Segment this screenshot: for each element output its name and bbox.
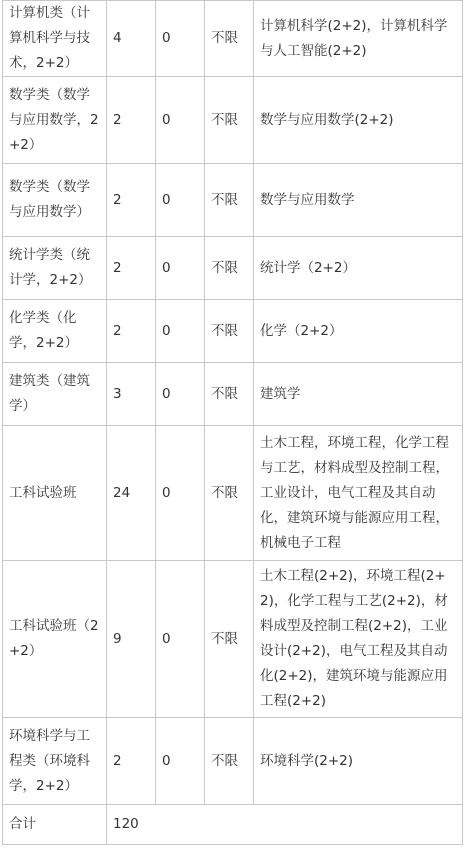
admissions-plan-table (2, 0, 463, 845)
category-cell: 数学类（数学与应用数学） (3, 164, 107, 237)
category-cell: 数学类（数学与应用数学，2+2） (3, 77, 107, 164)
count-cell: 0 (156, 561, 205, 718)
subject-requirement-cell: 不限 (205, 426, 254, 561)
count-cell: 2 (107, 77, 156, 164)
category-cell: 环境科学与工程类（环境科学，2+2） (3, 718, 107, 805)
majors-cell: 建筑学 (254, 363, 463, 426)
count-cell: 2 (107, 718, 156, 805)
subject-requirement-cell: 不限 (205, 561, 254, 718)
count-cell: 0 (156, 237, 205, 300)
subject-requirement-cell: 不限 (205, 363, 254, 426)
count-cell: 3 (107, 363, 156, 426)
table-row (3, 426, 463, 561)
subject-requirement-cell: 不限 (205, 77, 254, 164)
subject-requirement-cell: 不限 (205, 718, 254, 805)
table-row (3, 561, 463, 718)
table-row (3, 1, 463, 77)
count-cell: 0 (156, 718, 205, 805)
subject-requirement-cell: 不限 (205, 164, 254, 237)
table-row (3, 363, 463, 426)
count-cell: 9 (107, 561, 156, 718)
subject-requirement-cell: 不限 (205, 300, 254, 363)
count-cell: 24 (107, 426, 156, 561)
subject-requirement-cell: 不限 (205, 237, 254, 300)
subject-requirement-cell: 不限 (205, 1, 254, 77)
total-row (3, 805, 463, 845)
table-row (3, 237, 463, 300)
count-cell: 0 (156, 363, 205, 426)
majors-cell: 环境科学(2+2) (254, 718, 463, 805)
category-cell: 建筑类（建筑学） (3, 363, 107, 426)
category-cell: 工科试验班（2+2） (3, 561, 107, 718)
majors-cell: 数学与应用数学 (254, 164, 463, 237)
majors-cell: 土木工程(2+2)，环境工程(2+2)，化学工程与工艺(2+2)，材料成型及控制工程(2+2)，工业设计(2+2)，电气工程及其自动化(2+2)，建筑环境与能源应用工程(2+2) (254, 561, 463, 718)
table-row (3, 164, 463, 237)
count-cell: 0 (156, 164, 205, 237)
count-cell: 0 (156, 300, 205, 363)
count-cell: 0 (156, 426, 205, 561)
majors-cell: 计算机科学(2+2)，计算机科学与人工智能(2+2) (254, 1, 463, 77)
count-cell: 2 (107, 237, 156, 300)
majors-cell: 数学与应用数学(2+2) (254, 77, 463, 164)
table-row (3, 718, 463, 805)
category-cell: 统计学类（统计学，2+2） (3, 237, 107, 300)
count-cell: 2 (107, 300, 156, 363)
category-cell: 化学类（化学，2+2） (3, 300, 107, 363)
total-label: 合计 (3, 805, 107, 845)
category-cell: 计算机类（计算机科学与技术，2+2） (3, 1, 107, 77)
count-cell: 4 (107, 1, 156, 77)
majors-cell: 统计学（2+2） (254, 237, 463, 300)
majors-cell: 土木工程，环境工程，化学工程与工艺，材料成型及控制工程，工业设计，电气工程及其自动化，建筑环境与能源应用工程，机械电子工程 (254, 426, 463, 561)
total-value: 120 (107, 805, 463, 845)
majors-cell: 化学（2+2） (254, 300, 463, 363)
table-row (3, 300, 463, 363)
count-cell: 0 (156, 1, 205, 77)
table-row (3, 77, 463, 164)
count-cell: 2 (107, 164, 156, 237)
count-cell: 0 (156, 77, 205, 164)
category-cell: 工科试验班 (3, 426, 107, 561)
